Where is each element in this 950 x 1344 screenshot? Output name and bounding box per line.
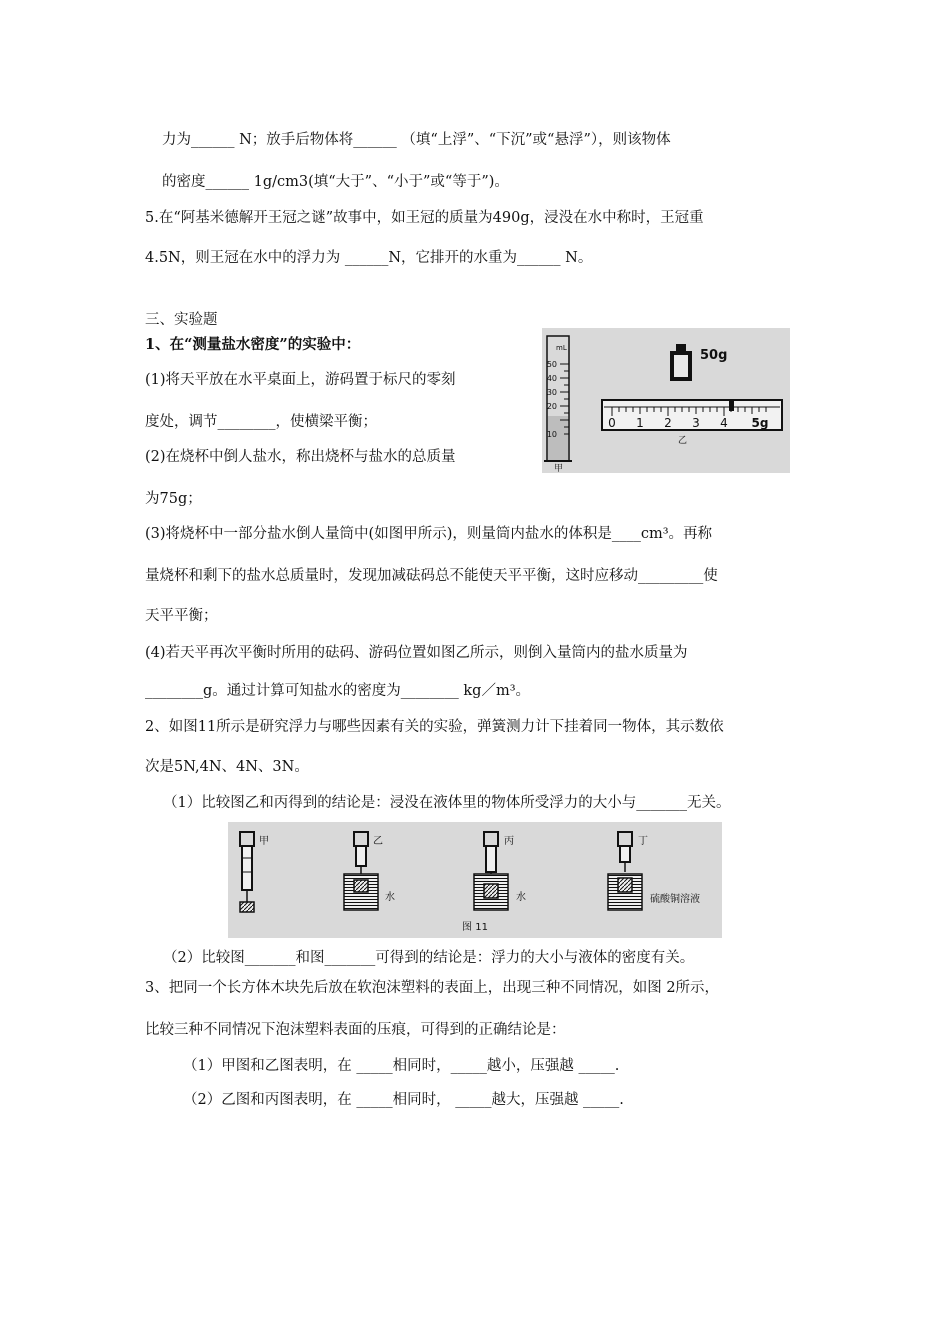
exp-q2-sub2: （2）比较图_______和图_______可得到的结论是：浮力的大小与液体的密度有关。 xyxy=(163,950,695,966)
water-label: 水 xyxy=(385,892,395,903)
exp-q3-sub1: （1）甲图和乙图表明，在 _____相同时，_____越小，压强越 _____. xyxy=(183,1058,620,1074)
water-label: 水 xyxy=(516,892,526,903)
panel-jia xyxy=(240,832,269,912)
question-5-line-2: 4.5N，则王冠在水中的浮力为 ______N，它排开的水重为______ N。 xyxy=(145,250,593,266)
scale-tick: 2 xyxy=(664,416,672,430)
exp-q1-step4-b: ________g。通过计算可知盐水的密度为________ kg／m³。 xyxy=(145,683,531,699)
scale-tick: 5g xyxy=(751,416,769,430)
exp-q1-step3-b: 量烧杯和剩下的盐水总质量时，发现加减砝码总不能使天平平衡，这时应移动_________使 xyxy=(145,568,718,584)
scale-tick: 3 xyxy=(692,416,700,430)
cylinder-tick: 40 xyxy=(546,374,557,383)
exp-q2-line-2: 次是5N,4N、4N、3N。 xyxy=(145,759,309,775)
weight-label: 50g xyxy=(700,348,728,363)
panel-bing xyxy=(474,832,526,910)
exp-q1-step2-b: 为75g； xyxy=(145,491,202,507)
figure-11-buoyancy xyxy=(228,822,722,938)
figure-cylinder-balance xyxy=(542,328,790,473)
panel-label: 乙 xyxy=(373,836,383,847)
text-line-1: 力为______ N；放手后物体将______ （填“上浮”、“下沉”或“悬浮”），则该物体 xyxy=(162,132,671,148)
cylinder-unit: mL xyxy=(556,344,567,352)
cylinder-tick: 10 xyxy=(546,430,557,439)
panel-label: 丙 xyxy=(504,836,514,847)
panel-label: 甲 xyxy=(259,836,269,847)
figure-caption: 图 11 xyxy=(462,922,488,933)
exp-q3-line-1: 3、把同一个长方体木块先后放在软泡沫塑料的表面上，出现三种不同情况，如图 2所示， xyxy=(145,980,720,996)
section-title: 三、实验题 xyxy=(145,312,218,328)
exp-q1-step1-b: 度处，调节________，使横梁平衡； xyxy=(145,414,377,430)
panel-yi xyxy=(344,832,395,910)
cylinder-tick: 20 xyxy=(546,402,557,411)
cylinder-label: 甲 xyxy=(554,464,564,473)
exp-q2-sub1: （1）比较图乙和丙得到的结论是：浸没在液体里的物体所受浮力的大小与_______无关。 xyxy=(163,795,731,811)
liquid-label: 硫酸铜溶液 xyxy=(650,894,700,905)
exp-q1-step4-a: (4)若天平再次平衡时所用的砝码、游码位置如图乙所示，则倒入量筒内的盐水质量为 xyxy=(145,645,688,661)
cylinder-tick: 50 xyxy=(546,360,557,369)
graduated-cylinder xyxy=(544,336,572,473)
text-line-2: 的密度______ 1g/cm3(填“大于”、“小于”或“等于”)。 xyxy=(162,174,509,190)
exp-q2-line-1: 2、如图11所示是研究浮力与哪些因素有关的实验，弹簧测力计下挂着同一物体，其示数依 xyxy=(145,719,724,735)
panel-label: 丁 xyxy=(638,836,648,847)
scale-tick: 1 xyxy=(636,416,644,430)
exp-q1-step3-c: 天平平衡； xyxy=(145,608,218,624)
panel-ding xyxy=(608,832,700,910)
scale-tick: 4 xyxy=(720,416,728,430)
rider-scale xyxy=(602,399,782,446)
scale-label: 乙 xyxy=(678,436,688,446)
exp-q1-step2-a: (2)在烧杯中倒人盐水，称出烧杯与盐水的总质量 xyxy=(145,449,456,465)
weight-block xyxy=(670,344,727,381)
exp-q1-step1-a: (1)将天平放在水平桌面上，游码置于标尺的零刻 xyxy=(145,372,456,388)
question-5-line-1: 5.在“阿基米德解开王冠之谜”故事中，如王冠的质量为490g，浸没在水中称时，王冠重 xyxy=(145,210,704,226)
exp-q3-sub2: （2）乙图和丙图表明，在 _____相同时， _____越大，压强越 _____. xyxy=(183,1092,624,1108)
scale-tick: 0 xyxy=(608,416,616,430)
cylinder-tick: 30 xyxy=(546,388,557,397)
exp-q1-step3-a: (3)将烧杯中一部分盐水倒人量筒中(如图甲所示)，则量筒内盐水的体积是____cm³。再称 xyxy=(145,526,713,542)
exp-q3-line-2: 比较三种不同情况下泡沫塑料表面的压痕，可得到的正确结论是： xyxy=(145,1022,566,1038)
exp-q1-title: 1、在“测量盐水密度”的实验中： xyxy=(145,336,361,353)
